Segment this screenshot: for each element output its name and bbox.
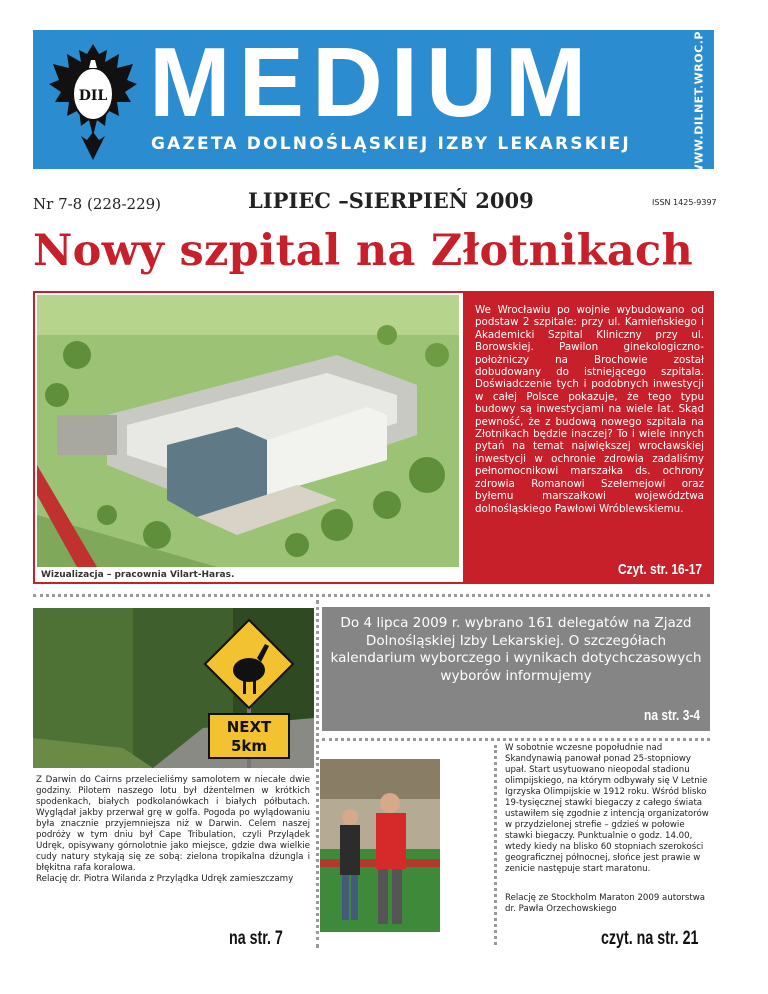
masthead-url[interactable]: WWW.DILNET.WROC.PL <box>692 23 706 177</box>
vertical-divider <box>316 600 319 948</box>
main-headline: Nowy szpital na Złotnikach <box>33 226 694 276</box>
masthead <box>33 23 714 177</box>
cairns-article-text: Z Darwin do Cairns przelecieliśmy samolotem w niecałe dwie godziny. Pilotem naszego lotu był dżentelmen w krótkich spodenkach, białych podkolanówkach i białych półbutach. Wyglądał jakby przerwał grę w golfa. Pogoda po wylądowaniu była znacznie przyjemniejsza niż w Darwin. Celem naszej podróży w tym dniu był Cape Tribulation, czyli Przylądek Udręk, opisywany górnolotnie jako miejsce, gdzie dwa wielkie cudy natury stykają się ze sobą: zielona tropikalna dżungla i błękitna rafa koralowa. Relację dr. Piotra Wilanda z Przylądka Udręk zamieszczamy <box>36 775 310 884</box>
stockholm-page-reference[interactable]: czyt. na str. 21 <box>601 928 699 949</box>
delegates-page-reference[interactable]: na str. 3-4 <box>643 707 700 724</box>
horizontal-divider <box>33 594 710 597</box>
stadium-runners-photo <box>320 759 440 932</box>
cassowary-sign-photo <box>33 608 314 768</box>
cairns-page-reference[interactable]: na str. 7 <box>229 928 283 949</box>
lead-page-reference[interactable]: Czyt. str. 16-17 <box>617 561 702 578</box>
lead-text: We Wrocławiu po wojnie wybudowano od podstaw 2 szpitale: przy ul. Kamieńskiego i Akademicki Szpital Kliniczny przy ul. Borowskiej. Pawilon ginekologiczno-położniczy na Brochowie został dobudowany do istniejącego szpitala. Doświadczenie tych i podobnych inwestycji w całej Polsce pokazuje, że tego typu budowy są inwestycjami na wiele lat. Skąd pewność, że z budową nowego szpitala na Złotnikach będzie inaczej? To i wiele innych pytań na temat największej wrocławskiej inwestycji w ochronie zdrowia zadaliśmy pełnomocnikowi marszałka ds. ochrony zdrowia Romanowi Szełemejowi oraz byłemu marszałkowi województwa dolnośląskiego Pawłowi Wróblewskiemu. <box>475 304 704 515</box>
vertical-divider <box>494 745 497 945</box>
stockholm-article-text: W sobotnie wczesne popołudnie nad Skandynawią panował ponad 25-stopniowy upał. Start usytuowano nieopodal stadionu olimpijskiego, na którym odbywały się V Letnie Igrzyska Olimpijskie w 1912 roku. Wśród blisko 19-tysięcznej stawki biegaczy z całego świata ustawiłem się zgodnie z intencją organizatorów w przydzielonej strefie – gdzieś w połowie stawki biegaczy. Punktualnie o godz. 14.00, wtedy kiedy na blisko 60 stopniach szerokości geograficznej północnej, słońce jest prawie w zenicie następuje start maratonu. <box>505 743 709 874</box>
delegates-text: Do 4 lipca 2009 r. wybrano 161 delegatów na Zjazd Dolnośląskiej Izby Lekarskiej. O szczegółach kalendarium wyborczego i wynikach dotychczasowych wyborów informujemy <box>330 615 702 684</box>
masthead-subtitle: GAZETA DOLNOŚLĄSKIEJ IZBY LEKARSKIEJ <box>151 134 631 154</box>
svg-text:DIL: DIL <box>78 88 108 104</box>
masthead-title: MEDIUM <box>149 27 595 137</box>
lead-text-panel <box>463 293 712 582</box>
issn: ISSN 1425-9397 <box>652 198 717 207</box>
issue-date: LIPIEC –SIERPIEŃ 2009 <box>248 188 534 213</box>
image-caption: Wizualizacja – pracownia Vilart-Haras. <box>41 570 235 580</box>
delegates-box <box>322 607 710 731</box>
svg-text:NEXT: NEXT <box>226 718 272 736</box>
lead-story <box>33 291 714 584</box>
stockholm-article-credit: Relację ze Stockholm Maraton 2009 autorstwa dr. Pawła Orzechowskiego <box>505 893 706 914</box>
issue-number: Nr 7-8 (228-229) <box>33 195 162 213</box>
hospital-visualization-image <box>37 295 459 567</box>
svg-text:5km: 5km <box>230 737 268 755</box>
horizontal-divider <box>322 738 710 741</box>
eagle-crest-logo <box>47 40 139 162</box>
